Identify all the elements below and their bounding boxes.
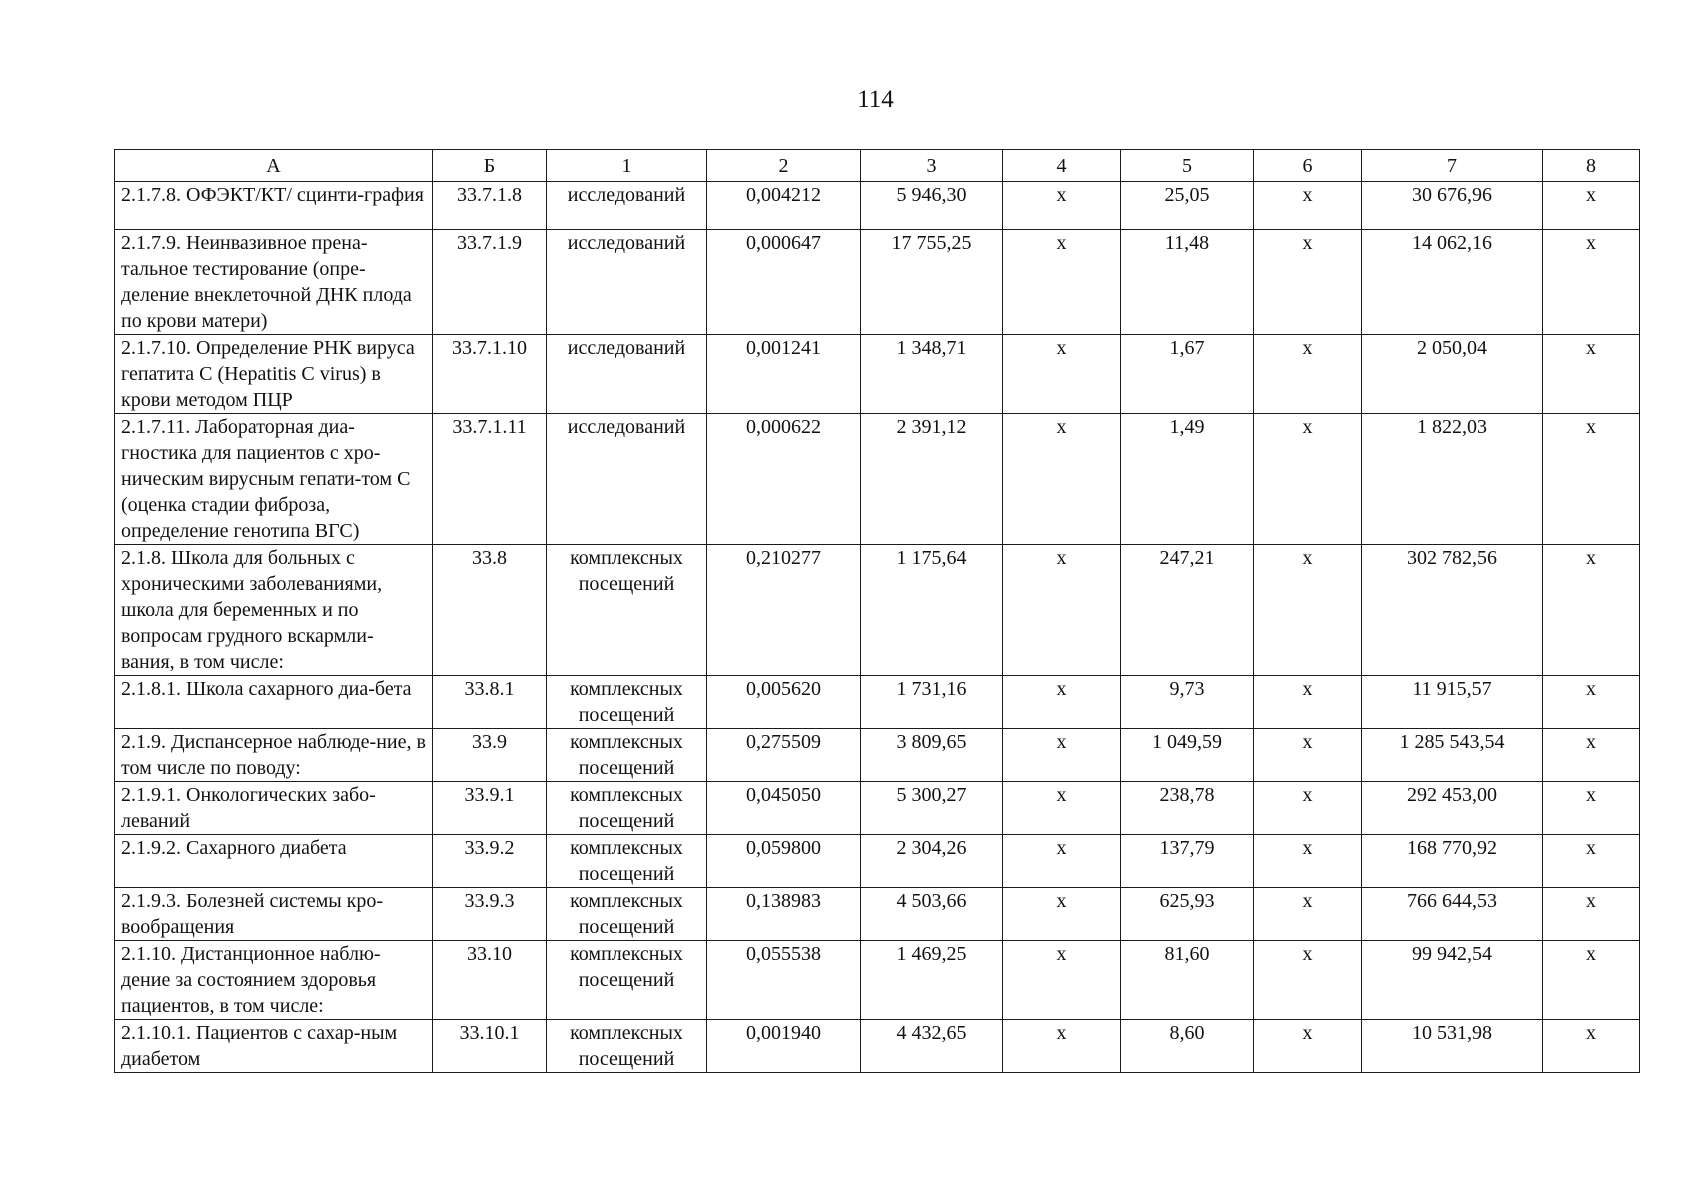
row-value-cell: 14 062,16 — [1362, 230, 1543, 335]
page-number: 114 — [857, 86, 894, 113]
column-header: 2 — [707, 150, 861, 182]
row-value-cell: 0,059800 — [707, 835, 861, 888]
row-name-cell: 2.1.9.2. Сахарного диабета — [115, 835, 433, 888]
table-row — [115, 888, 1640, 941]
row-name-cell: 2.1.7.11. Лабораторная диа-гностика для пациентов с хро-ническим вирусным гепати-том С (оценка стадии фиброза, определение генотипа ВГС) — [115, 414, 433, 545]
row-code-cell: 33.10 — [433, 941, 547, 1020]
row-code-cell: 33.9.1 — [433, 782, 547, 835]
row-value-cell: 302 782,56 — [1362, 545, 1543, 676]
column-header: 5 — [1121, 150, 1254, 182]
row-unit-cell: комплексных посещений — [547, 676, 707, 729]
row-name-cell: 2.1.10. Дистанционное наблю-дение за состоянием здоровья пациентов, в том числе: — [115, 941, 433, 1020]
row-value-cell: 1 285 543,54 — [1362, 729, 1543, 782]
table-row — [115, 835, 1640, 888]
row-value-cell: x — [1254, 335, 1362, 414]
row-value-cell: x — [1003, 230, 1121, 335]
row-value-cell: x — [1543, 729, 1640, 782]
row-value-cell: 0,045050 — [707, 782, 861, 835]
tariff-table — [114, 149, 1640, 1073]
row-value-cell: 11 915,57 — [1362, 676, 1543, 729]
row-value-cell: 25,05 — [1121, 182, 1254, 230]
row-value-cell: 0,000622 — [707, 414, 861, 545]
row-value-cell: x — [1003, 335, 1121, 414]
row-unit-cell: исследований — [547, 414, 707, 545]
row-value-cell: 0,275509 — [707, 729, 861, 782]
row-value-cell: x — [1543, 782, 1640, 835]
row-value-cell: 1 731,16 — [861, 676, 1003, 729]
row-value-cell: x — [1254, 888, 1362, 941]
row-value-cell: 137,79 — [1121, 835, 1254, 888]
row-value-cell: 11,48 — [1121, 230, 1254, 335]
row-value-cell: 1,49 — [1121, 414, 1254, 545]
row-code-cell: 33.8 — [433, 545, 547, 676]
row-name-cell: 2.1.8.1. Школа сахарного диа-бета — [115, 676, 433, 729]
row-value-cell: x — [1543, 182, 1640, 230]
row-unit-cell: исследований — [547, 335, 707, 414]
row-value-cell: x — [1254, 545, 1362, 676]
table-row — [115, 782, 1640, 835]
row-value-cell: x — [1003, 414, 1121, 545]
row-value-cell: x — [1543, 335, 1640, 414]
row-value-cell: 8,60 — [1121, 1020, 1254, 1073]
column-header: А — [115, 150, 433, 182]
row-value-cell: 1 348,71 — [861, 335, 1003, 414]
row-value-cell: 1 175,64 — [861, 545, 1003, 676]
row-value-cell: x — [1003, 545, 1121, 676]
row-value-cell: x — [1003, 182, 1121, 230]
column-header: 7 — [1362, 150, 1543, 182]
row-value-cell: 2 304,26 — [861, 835, 1003, 888]
row-value-cell: x — [1254, 230, 1362, 335]
table-row — [115, 941, 1640, 1020]
row-unit-cell: комплексных посещений — [547, 729, 707, 782]
column-header: Б — [433, 150, 547, 182]
table-row — [115, 230, 1640, 335]
row-value-cell: 1,67 — [1121, 335, 1254, 414]
table-row — [115, 414, 1640, 545]
row-value-cell: x — [1003, 835, 1121, 888]
row-unit-cell: комплексных посещений — [547, 941, 707, 1020]
row-value-cell: 1 822,03 — [1362, 414, 1543, 545]
row-value-cell: 625,93 — [1121, 888, 1254, 941]
row-value-cell: x — [1254, 941, 1362, 1020]
row-value-cell: x — [1003, 676, 1121, 729]
row-unit-cell: исследований — [547, 182, 707, 230]
row-value-cell: x — [1543, 414, 1640, 545]
row-value-cell: 5 300,27 — [861, 782, 1003, 835]
row-value-cell: x — [1254, 182, 1362, 230]
row-value-cell: x — [1254, 729, 1362, 782]
row-value-cell: x — [1003, 1020, 1121, 1073]
row-code-cell: 33.9.2 — [433, 835, 547, 888]
row-value-cell: 238,78 — [1121, 782, 1254, 835]
row-value-cell: x — [1003, 729, 1121, 782]
row-unit-cell: исследований — [547, 230, 707, 335]
row-unit-cell: комплексных посещений — [547, 782, 707, 835]
row-value-cell: 0,001241 — [707, 335, 861, 414]
row-value-cell: 0,000647 — [707, 230, 861, 335]
row-value-cell: x — [1543, 941, 1640, 1020]
row-value-cell: 0,138983 — [707, 888, 861, 941]
row-name-cell: 2.1.7.8. ОФЭКТ/КТ/ сцинти-графия — [115, 182, 433, 230]
row-name-cell: 2.1.9. Диспансерное наблюде-ние, в том числе по поводу: — [115, 729, 433, 782]
column-header: 6 — [1254, 150, 1362, 182]
row-value-cell: 2 391,12 — [861, 414, 1003, 545]
row-name-cell: 2.1.9.1. Онкологических забо-леваний — [115, 782, 433, 835]
row-value-cell: x — [1543, 888, 1640, 941]
table-row — [115, 676, 1640, 729]
row-value-cell: 3 809,65 — [861, 729, 1003, 782]
table-body — [115, 182, 1640, 1073]
row-value-cell: 1 469,25 — [861, 941, 1003, 1020]
row-unit-cell: комплексных посещений — [547, 888, 707, 941]
row-value-cell: x — [1543, 545, 1640, 676]
row-value-cell: x — [1254, 676, 1362, 729]
row-name-cell: 2.1.7.9. Неинвазивное прена-тальное тестирование (опре-деление внеклеточной ДНК плода по крови матери) — [115, 230, 433, 335]
row-value-cell: 1 049,59 — [1121, 729, 1254, 782]
row-value-cell: 0,005620 — [707, 676, 861, 729]
row-value-cell: 99 942,54 — [1362, 941, 1543, 1020]
row-name-cell: 2.1.8. Школа для больных с хроническими заболеваниями, школа для беременных и по вопросам грудного вскармли-вания, в том числе: — [115, 545, 433, 676]
row-code-cell: 33.9 — [433, 729, 547, 782]
row-value-cell: 4 432,65 — [861, 1020, 1003, 1073]
table-row — [115, 182, 1640, 230]
row-value-cell: 17 755,25 — [861, 230, 1003, 335]
row-value-cell: 292 453,00 — [1362, 782, 1543, 835]
row-value-cell: x — [1543, 835, 1640, 888]
column-header: 3 — [861, 150, 1003, 182]
row-value-cell: x — [1003, 941, 1121, 1020]
row-value-cell: x — [1254, 1020, 1362, 1073]
row-value-cell: 81,60 — [1121, 941, 1254, 1020]
row-code-cell: 33.7.1.10 — [433, 335, 547, 414]
table-header-row — [115, 150, 1640, 182]
column-header: 1 — [547, 150, 707, 182]
row-value-cell: 0,210277 — [707, 545, 861, 676]
row-value-cell: 10 531,98 — [1362, 1020, 1543, 1073]
row-code-cell: 33.7.1.11 — [433, 414, 547, 545]
row-value-cell: 5 946,30 — [861, 182, 1003, 230]
row-value-cell: x — [1543, 230, 1640, 335]
column-header: 8 — [1543, 150, 1640, 182]
row-value-cell: 247,21 — [1121, 545, 1254, 676]
row-code-cell: 33.9.3 — [433, 888, 547, 941]
row-unit-cell: комплексных посещений — [547, 545, 707, 676]
row-value-cell: 2 050,04 — [1362, 335, 1543, 414]
row-value-cell: x — [1254, 414, 1362, 545]
row-value-cell: x — [1254, 782, 1362, 835]
row-code-cell: 33.10.1 — [433, 1020, 547, 1073]
table-row — [115, 1020, 1640, 1073]
row-value-cell: x — [1003, 888, 1121, 941]
row-code-cell: 33.7.1.8 — [433, 182, 547, 230]
row-value-cell: 0,001940 — [707, 1020, 861, 1073]
row-value-cell: 0,055538 — [707, 941, 861, 1020]
row-value-cell: x — [1543, 1020, 1640, 1073]
row-name-cell: 2.1.9.3. Болезней системы кро-вообращения — [115, 888, 433, 941]
row-value-cell: 766 644,53 — [1362, 888, 1543, 941]
row-value-cell: 0,004212 — [707, 182, 861, 230]
row-code-cell: 33.8.1 — [433, 676, 547, 729]
table-row — [115, 729, 1640, 782]
row-value-cell: 9,73 — [1121, 676, 1254, 729]
row-value-cell: x — [1543, 676, 1640, 729]
row-value-cell: x — [1003, 782, 1121, 835]
row-code-cell: 33.7.1.9 — [433, 230, 547, 335]
row-value-cell: 168 770,92 — [1362, 835, 1543, 888]
row-name-cell: 2.1.10.1. Пациентов с сахар-ным диабетом — [115, 1020, 433, 1073]
row-value-cell: 30 676,96 — [1362, 182, 1543, 230]
row-unit-cell: комплексных посещений — [547, 835, 707, 888]
column-header: 4 — [1003, 150, 1121, 182]
table-row — [115, 545, 1640, 676]
row-value-cell: 4 503,66 — [861, 888, 1003, 941]
row-name-cell: 2.1.7.10. Определение РНК вируса гепатита С (Hepatitis C virus) в крови методом ПЦР — [115, 335, 433, 414]
row-value-cell: x — [1254, 835, 1362, 888]
row-unit-cell: комплексных посещений — [547, 1020, 707, 1073]
table-row — [115, 335, 1640, 414]
